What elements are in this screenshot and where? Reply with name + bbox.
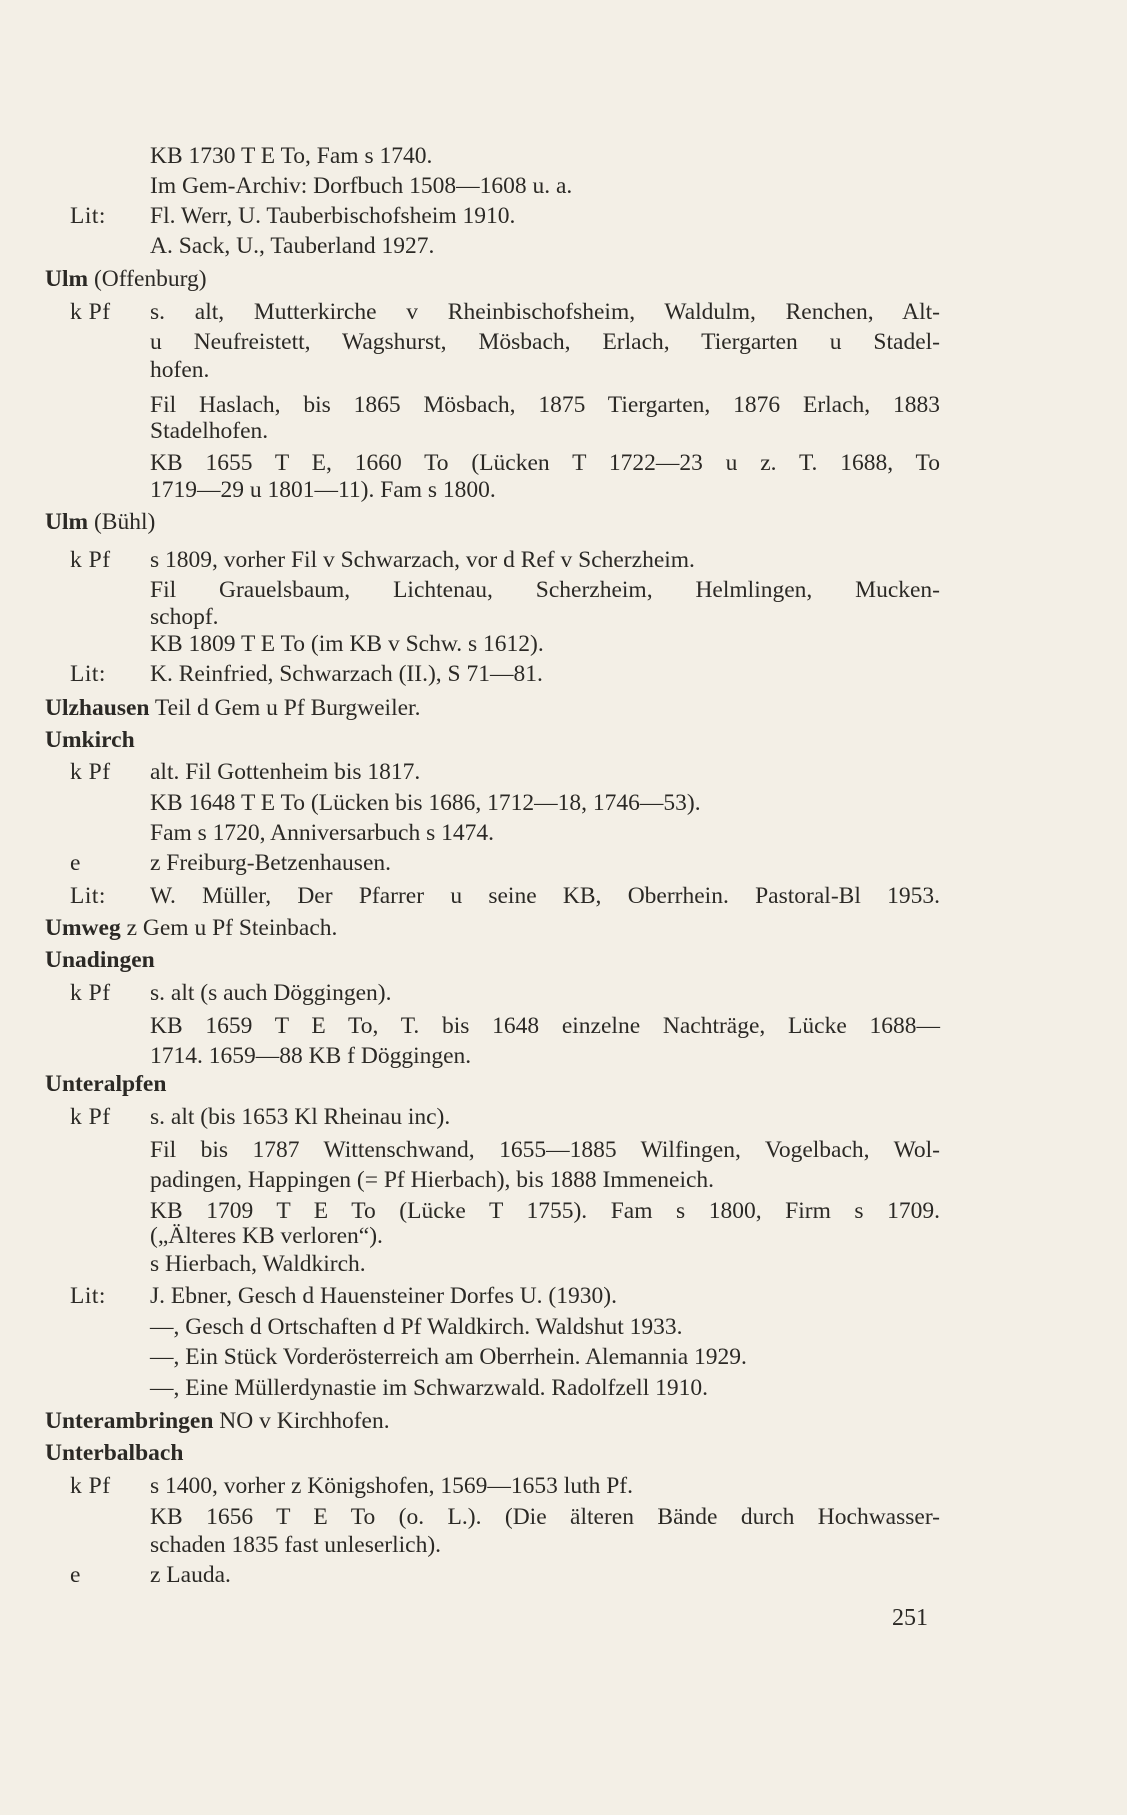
text-line	[0, 757, 1127, 787]
heading-suffix: NO v Kirchhofen.	[213, 1408, 390, 1434]
entry-heading	[45, 1406, 390, 1436]
entry-heading-line	[0, 1438, 1127, 1468]
line-text: A. Sack, U., Tauberland 1927.	[150, 233, 435, 259]
text-line	[0, 629, 1127, 659]
text-line	[0, 1221, 1127, 1251]
line-text: hofen.	[150, 357, 210, 383]
text-line	[0, 1135, 1127, 1165]
entry-heading	[45, 1069, 166, 1099]
heading-name: Ulzhausen	[45, 695, 150, 721]
text-line	[0, 1342, 1127, 1372]
line-text: —, Eine Müllerdynastie im Schwarzwald. Radolfzell 1910.	[150, 1375, 708, 1401]
line-text: KB 1655 T E, 1660 To (Lücken T 1722—23 u z. T. 1688, To	[150, 450, 940, 476]
line-label: k Pf	[70, 547, 111, 573]
line-label: Lit:	[70, 883, 106, 909]
text-line	[0, 327, 1127, 357]
heading-name: Unteralpfen	[45, 1071, 167, 1097]
heading-suffix: z Gem u Pf Steinbach.	[120, 915, 338, 941]
entry-heading	[45, 693, 420, 723]
text-line	[0, 1102, 1127, 1132]
text-line	[0, 231, 1127, 261]
entry-heading	[45, 507, 155, 537]
heading-name: Ulm	[45, 509, 89, 535]
line-text: KB 1656 T E To (o. L.). (Die älteren Bände durch Hochwasser-	[150, 1504, 940, 1530]
text-line	[0, 1011, 1127, 1041]
text-line	[0, 141, 1127, 171]
line-label: k Pf	[70, 759, 111, 785]
line-label: Lit:	[70, 661, 106, 687]
line-text: s 1809, vorher Fil v Schwarzach, vor d Ref v Scherzheim.	[150, 547, 695, 573]
line-text: Fil Grauelsbaum, Lichtenau, Scherzheim, Helmlingen, Mucken-	[150, 577, 940, 603]
text-line	[0, 1249, 1127, 1279]
page-number: 251	[892, 1605, 928, 1631]
text-line	[0, 1373, 1127, 1403]
line-text: KB 1709 T E To (Lücke T 1755). Fam s 1800, Firm s 1709.	[150, 1198, 940, 1224]
line-text: s. alt (s auch Döggingen).	[150, 980, 392, 1006]
line-text: z Lauda.	[150, 1562, 231, 1588]
line-text: —, Gesch d Ortschaften d Pf Waldkirch. Waldshut 1933.	[150, 1314, 683, 1340]
line-text: schaden 1835 fast unleserlich).	[150, 1532, 442, 1558]
text-line	[0, 1312, 1127, 1342]
text-line	[0, 1471, 1127, 1501]
line-text: s. alt, Mutterkirche v Rheinbischofsheim, Waldulm, Renchen, Alt-	[150, 299, 940, 325]
line-text: KB 1809 T E To (im KB v Schw. s 1612).	[150, 631, 544, 657]
entry-heading	[45, 1438, 183, 1468]
line-text: K. Reinfried, Schwarzach (II.), S 71—81.	[150, 661, 543, 687]
line-label: k Pf	[70, 1473, 111, 1499]
entry-heading	[45, 264, 207, 294]
text-line	[0, 171, 1127, 201]
line-text: W. Müller, Der Pfarrer u seine KB, Oberrhein. Pastoral-Bl 1953.	[150, 883, 940, 909]
text-line	[0, 1281, 1127, 1311]
line-label: Lit:	[70, 1283, 106, 1309]
line-text: s. alt (bis 1653 Kl Rheinau inc).	[150, 1104, 451, 1130]
entry-heading-line	[0, 693, 1127, 723]
text-line	[0, 1502, 1127, 1532]
line-text: („Älteres KB verloren“).	[150, 1223, 383, 1249]
line-label: e	[70, 1562, 81, 1588]
text-line	[0, 416, 1127, 446]
heading-name: Umweg	[45, 915, 121, 941]
line-text: u Neufreistett, Wagshurst, Mösbach, Erlach, Tiergarten u Stadel-	[150, 329, 940, 355]
line-text: Stadelhofen.	[150, 418, 269, 444]
line-text: padingen, Happingen (= Pf Hierbach), bis 1888 Immeneich.	[150, 1167, 715, 1193]
entry-heading-line	[0, 1069, 1127, 1099]
text-line	[0, 1165, 1127, 1195]
line-text: —, Ein Stück Vorderösterreich am Oberrhein. Alemannia 1929.	[150, 1344, 747, 1370]
entry-heading-line	[0, 913, 1127, 943]
line-text: KB 1648 T E To (Lücken bis 1686, 1712—18, 1746—53).	[150, 790, 701, 816]
text-line	[0, 848, 1127, 878]
text-line	[0, 978, 1127, 1008]
text-line	[0, 818, 1127, 848]
text-line	[0, 602, 1127, 632]
heading-name: Umkirch	[45, 727, 135, 753]
line-label: e	[70, 850, 81, 876]
line-text: Im Gem-Archiv: Dorfbuch 1508—1608 u. a.	[150, 173, 573, 199]
text-line	[0, 575, 1127, 605]
line-text: s 1400, vorher z Königshofen, 1569—1653 luth Pf.	[150, 1473, 634, 1499]
line-text: s Hierbach, Waldkirch.	[150, 1251, 366, 1277]
entry-heading-line	[0, 1406, 1127, 1436]
entry-heading-line	[0, 945, 1127, 975]
text-line	[0, 201, 1127, 231]
entry-heading-line	[0, 264, 1127, 294]
text-line	[0, 448, 1127, 478]
text-line	[0, 545, 1127, 575]
heading-name: Ulm	[45, 266, 89, 292]
entry-heading	[45, 725, 135, 755]
entry-heading	[45, 913, 337, 943]
heading-suffix: Teil d Gem u Pf Burgweiler.	[149, 695, 421, 721]
entry-heading	[45, 945, 155, 975]
line-text: KB 1659 T E To, T. bis 1648 einzelne Nachträge, Lücke 1688—	[150, 1013, 940, 1039]
heading-suffix: (Offenburg)	[88, 266, 207, 292]
text-line	[0, 881, 1127, 911]
line-text: J. Ebner, Gesch d Hauensteiner Dorfes U. (1930).	[150, 1283, 617, 1309]
entry-heading-line	[0, 725, 1127, 755]
line-label: k Pf	[70, 980, 111, 1006]
heading-name: Unadingen	[45, 947, 155, 973]
line-text: z Freiburg-Betzenhausen.	[150, 850, 392, 876]
line-text: 1714. 1659—88 KB f Döggingen.	[150, 1043, 472, 1069]
text-line	[0, 788, 1127, 818]
text-line	[0, 297, 1127, 327]
text-line	[0, 1041, 1127, 1071]
line-label: k Pf	[70, 1104, 111, 1130]
line-text: Fam s 1720, Anniversarbuch s 1474.	[150, 820, 494, 846]
line-text: Fil Haslach, bis 1865 Mösbach, 1875 Tiergarten, 1876 Erlach, 1883	[150, 392, 940, 418]
text-line	[0, 1530, 1127, 1560]
line-label: Lit:	[70, 203, 106, 229]
heading-name: Unterambringen	[45, 1408, 214, 1434]
line-text: alt. Fil Gottenheim bis 1817.	[150, 759, 421, 785]
text-line	[0, 475, 1127, 505]
text-line	[0, 355, 1127, 385]
heading-suffix: (Bühl)	[88, 509, 156, 535]
text-line	[0, 659, 1127, 689]
line-text: 1719—29 u 1801—11). Fam s 1800.	[150, 477, 496, 503]
line-text: Fil bis 1787 Wittenschwand, 1655—1885 Wilfingen, Vogelbach, Wol-	[150, 1137, 940, 1163]
line-text: KB 1730 T E To, Fam s 1740.	[150, 143, 433, 169]
line-label: k Pf	[70, 299, 111, 325]
line-text: schopf.	[150, 604, 219, 630]
text-line	[0, 1560, 1127, 1590]
heading-name: Unterbalbach	[45, 1440, 184, 1466]
line-text: Fl. Werr, U. Tauberbischofsheim 1910.	[150, 203, 516, 229]
entry-heading-line	[0, 507, 1127, 537]
